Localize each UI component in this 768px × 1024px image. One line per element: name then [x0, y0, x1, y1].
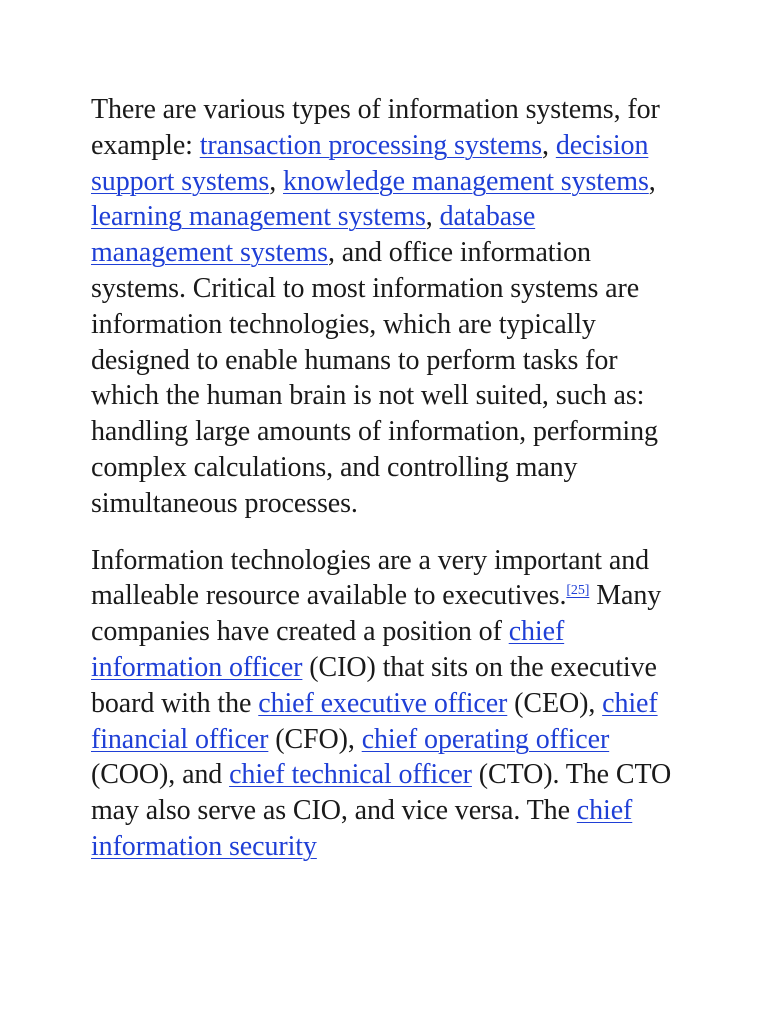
link-chief-financial-officer[interactable]: chief financial officer — [91, 687, 658, 755]
link-chief-technical-officer[interactable]: chief technical officer — [229, 759, 472, 791]
paragraph-information-system-types — [91, 92, 681, 522]
body-text: , — [648, 165, 656, 197]
body-text: Information technologies are a very important and malleable resource available to executives. — [91, 544, 650, 612]
link-knowledge-management-systems[interactable]: knowledge management systems — [283, 165, 649, 197]
citation-25-link[interactable]: [25] — [566, 583, 590, 599]
article-body — [91, 92, 681, 886]
link-chief-operating-officer[interactable]: chief operating officer — [361, 723, 610, 755]
body-text: Many companies have created a position of — [91, 580, 662, 648]
body-text: There are various types of information systems, for example: — [91, 94, 660, 161]
body-text: (CFO), — [268, 723, 362, 755]
body-text: , — [425, 201, 440, 233]
link-database-management-systems[interactable]: database management systems — [91, 201, 536, 269]
link-decision-support-systems[interactable]: decision support systems — [91, 129, 649, 197]
citation-superscript — [566, 583, 589, 598]
body-text: (CTO). The CTO may also serve as CIO, and vice versa. The — [91, 759, 672, 827]
body-text: (COO), and — [91, 759, 230, 791]
link-chief-information-security[interactable]: chief information security — [91, 795, 633, 862]
body-text: , and office information systems. Critical to most information systems are information technologies, which are typically designed to enable humans to perform tasks for which the human brain is not well suited, such as: handling large amounts of information, performing complex calculations, and controlling many simultaneous processes. — [91, 237, 658, 519]
link-learning-management-systems[interactable]: learning management systems — [91, 201, 426, 233]
link-chief-executive-officer[interactable]: chief executive officer — [258, 687, 508, 719]
body-text: , — [542, 129, 556, 161]
body-text: , — [269, 165, 283, 197]
body-text: (CEO), — [507, 687, 603, 719]
link-transaction-processing-systems[interactable]: transaction processing systems — [199, 129, 543, 161]
link-chief-information-officer[interactable]: chief information officer — [91, 616, 565, 683]
paragraph-executive-roles — [91, 543, 681, 865]
body-text: (CIO) that sits on the executive board with the — [91, 651, 657, 719]
